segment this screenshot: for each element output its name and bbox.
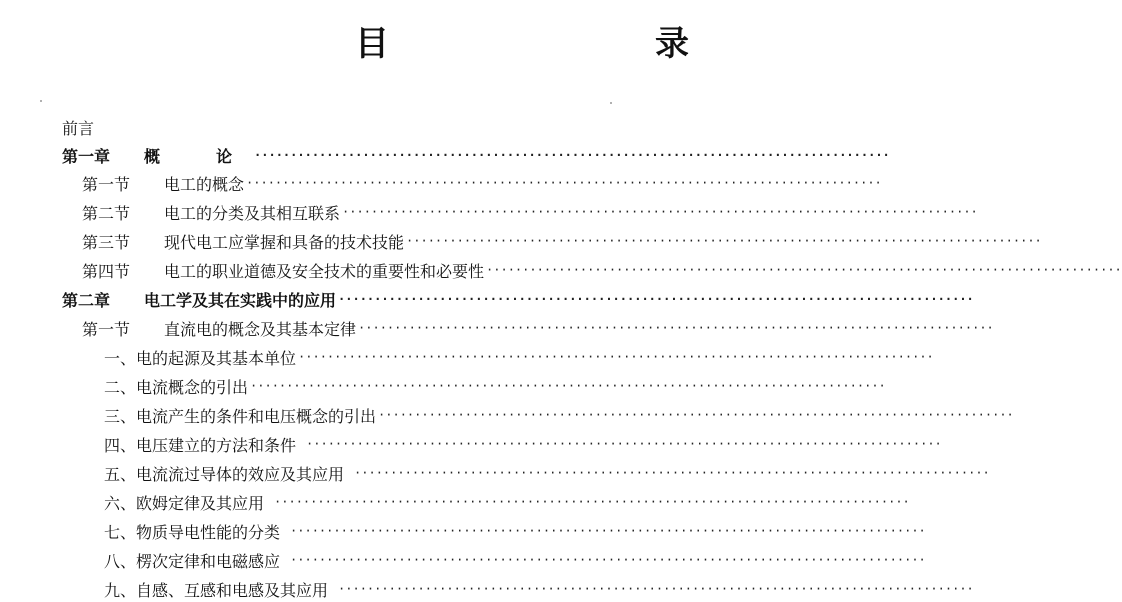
toc-entry-heading bbox=[82, 259, 484, 282]
chapter-number: 第二章 bbox=[62, 290, 111, 310]
section-title: 电工的职业道德及安全技术的重要性和必要性 bbox=[164, 261, 485, 281]
subsection-title: 三、电流产生的条件和电压概念的引出 bbox=[104, 406, 377, 426]
subsection-title: 八、楞次定律和电磁感应 bbox=[104, 551, 281, 571]
scan-speck bbox=[610, 102, 612, 104]
section-number: 第一节 bbox=[82, 319, 131, 339]
toc-entry-heading bbox=[82, 172, 244, 195]
toc-entry-subsection[interactable] bbox=[0, 489, 910, 515]
toc-entry-section[interactable] bbox=[0, 257, 1122, 283]
toc-entry-preface[interactable] bbox=[0, 114, 734, 140]
toc-entry-subsection[interactable] bbox=[0, 576, 974, 602]
scan-speck bbox=[40, 100, 42, 102]
toc-entry-subsection[interactable] bbox=[0, 373, 886, 399]
section-number: 第三节 bbox=[82, 232, 131, 252]
toc-entry-section[interactable] bbox=[0, 315, 994, 341]
toc-entry-subsection[interactable] bbox=[0, 344, 934, 370]
dot-leader: ························································································ bbox=[486, 263, 1122, 277]
subsection-title: 一、电的起源及其基本单位 bbox=[104, 348, 297, 368]
toc-entry-section[interactable] bbox=[0, 199, 978, 225]
section-title: 直流电的概念及其基本定律 bbox=[164, 319, 357, 339]
subsection-title: 二、电流概念的引出 bbox=[104, 377, 249, 397]
dot-leader: ························································································ bbox=[342, 205, 978, 219]
section-title: 电工的概念 bbox=[164, 174, 245, 194]
toc-entry-chapter-2[interactable] bbox=[0, 286, 974, 312]
subsection-title: 四、电压建立的方法和条件 bbox=[104, 435, 297, 455]
dot-leader: ························································································ bbox=[254, 148, 890, 162]
dot-leader: ························································································ bbox=[290, 524, 926, 538]
subsection-title: 七、物质导电性能的分类 bbox=[104, 522, 281, 542]
section-title: 电工的分类及其相互联系 bbox=[164, 203, 341, 223]
toc-entry-heading bbox=[82, 230, 404, 253]
toc-entry-label: 前言 bbox=[62, 118, 95, 138]
dot-leader: ························································································ bbox=[306, 437, 942, 451]
dot-leader: ························································································ bbox=[338, 292, 974, 306]
dot-leader: ························································································ bbox=[246, 176, 882, 190]
toc-entry-heading bbox=[82, 201, 340, 224]
subsection-title: 九、自感、互感和电感及其应用 bbox=[104, 580, 329, 600]
toc-entry-subsection[interactable] bbox=[0, 518, 926, 544]
dot-leader: ························································································ bbox=[358, 321, 994, 335]
chapter-title: 电工学及其在实践中的应用 bbox=[144, 290, 337, 310]
toc-entry-subsection[interactable] bbox=[0, 402, 1014, 428]
dot-leader: ························································································ bbox=[378, 408, 1014, 422]
section-number: 第四节 bbox=[82, 261, 131, 281]
section-number: 第二节 bbox=[82, 203, 131, 223]
dot-leader: ························································································ bbox=[290, 553, 926, 567]
page-title: 目 录 bbox=[355, 23, 755, 64]
dot-leader: ························································································ bbox=[338, 582, 974, 596]
dot-leader: ························································································ bbox=[298, 350, 934, 364]
dot-leader: ························································································ bbox=[274, 495, 910, 509]
chapter-title: 概 论 bbox=[144, 146, 253, 166]
toc-entry-section[interactable] bbox=[0, 170, 882, 196]
toc-entry-chapter-1[interactable] bbox=[0, 142, 890, 168]
dot-leader: ························································································ bbox=[354, 466, 990, 480]
toc-entry-subsection[interactable] bbox=[0, 460, 990, 486]
section-title: 现代电工应掌握和具备的技术技能 bbox=[164, 232, 405, 252]
toc-entry-heading bbox=[62, 144, 252, 167]
dot-leader: ························································································ bbox=[406, 234, 1042, 248]
section-number: 第一节 bbox=[82, 174, 131, 194]
toc-entry-heading bbox=[62, 288, 336, 311]
chapter-number: 第一章 bbox=[62, 146, 111, 166]
dot-leader: ························································································ bbox=[250, 379, 886, 393]
toc-entry-subsection[interactable] bbox=[0, 547, 926, 573]
toc-entry-section[interactable] bbox=[0, 228, 1042, 254]
subsection-title: 六、欧姆定律及其应用 bbox=[104, 493, 265, 513]
toc-entry-subsection[interactable] bbox=[0, 431, 942, 457]
toc-entry-heading bbox=[82, 317, 356, 340]
subsection-title: 五、电流流过导体的效应及其应用 bbox=[104, 464, 345, 484]
